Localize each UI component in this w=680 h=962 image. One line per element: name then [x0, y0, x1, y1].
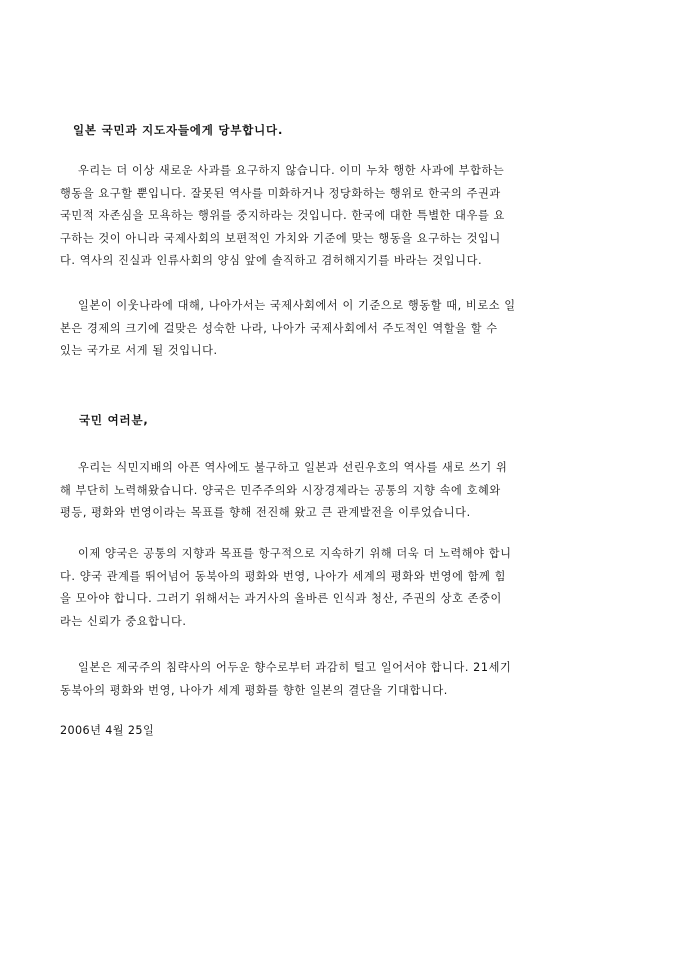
paragraph-4-line: 다. 양국 관계를 뛰어넘어 동북아의 평화와 번영, 나아가 세계의 평화와 번영에 함께 힘: [60, 569, 507, 583]
paragraph-4-line: 이제 양국은 공통의 지향과 목표를 항구적으로 지속하기 위해 더욱 더 노력해야 합니: [78, 547, 512, 560]
paragraph-2-line: 본은 경제의 크기에 걸맞은 성숙한 나라, 나아가 국제사회에서 주도적인 역할을 할 수: [60, 321, 498, 335]
paragraph-1: [60, 160, 620, 273]
paragraph-1-line: 행동을 요구할 뿐입니다. 잘못된 역사를 미화하거나 정당화하는 행위로 한국의 주권과: [60, 186, 501, 200]
paragraph-4-line: 을 모아야 합니다. 그러기 위해서는 과거사의 올바른 인식과 청산, 주권의 상호 존중이: [60, 592, 502, 605]
greeting-line: 일본 국민과 지도자들에게 당부합니다.: [73, 123, 284, 137]
paragraph-4: [60, 543, 620, 633]
paragraph-5: [60, 657, 620, 702]
paragraph-1-line: 우리는 더 이상 새로운 사과를 요구하지 않습니다. 이미 누차 행한 사과에 부합하는: [78, 164, 505, 177]
paragraph-1-line: 국민적 자존심을 모욕하는 행위를 중지하라는 것입니다. 한국에 대한 특별한 대우를 요: [60, 209, 505, 222]
paragraph-2-line: 일본이 이웃나라에 대해, 나아가서는 국제사회에서 이 기준으로 행동할 때, 비로소 일: [78, 299, 516, 312]
paragraph-2-line: 있는 국가로 서게 될 것입니다.: [60, 344, 218, 357]
paragraph-2: [60, 295, 620, 363]
document-date: 2006년 4월 25일: [60, 724, 155, 737]
paragraph-3-line: 해 부단히 노력해왔습니다. 양국은 민주주의와 시장경제라는 공통의 지향 속에 호혜와: [60, 483, 501, 497]
paragraph-1-line: 구하는 것이 아니라 국제사회의 보편적인 가치와 기준에 맞는 행동을 요구하는 것입니: [60, 231, 501, 245]
paragraph-5-line: 일본은 제국주의 침략사의 어두운 향수로부터 과감히 털고 일어서야 합니다. 21세기: [78, 661, 512, 674]
paragraph-1-line: 다. 역사의 진실과 인류사회의 양심 앞에 솔직하고 겸허해지기를 바라는 것입니다.: [60, 254, 483, 267]
paragraph-5-line: 동북아의 평화와 번영, 나아가 세계 평화를 향한 일본의 결단을 기대합니다.: [60, 683, 448, 697]
paragraph-3-line: 평등, 평화와 번영이라는 목표를 향해 전진해 왔고 큰 관계발전을 이루었습니다.: [60, 506, 471, 519]
paragraph-3-line: 우리는 식민지배의 아픈 역사에도 불구하고 일본과 선린우호의 역사를 새로 쓰기 위: [78, 461, 508, 474]
paragraph-3: [60, 457, 620, 525]
salutation: 국민 여러분,: [79, 413, 149, 427]
paragraph-4-line: 라는 신뢰가 중요합니다.: [60, 614, 187, 628]
